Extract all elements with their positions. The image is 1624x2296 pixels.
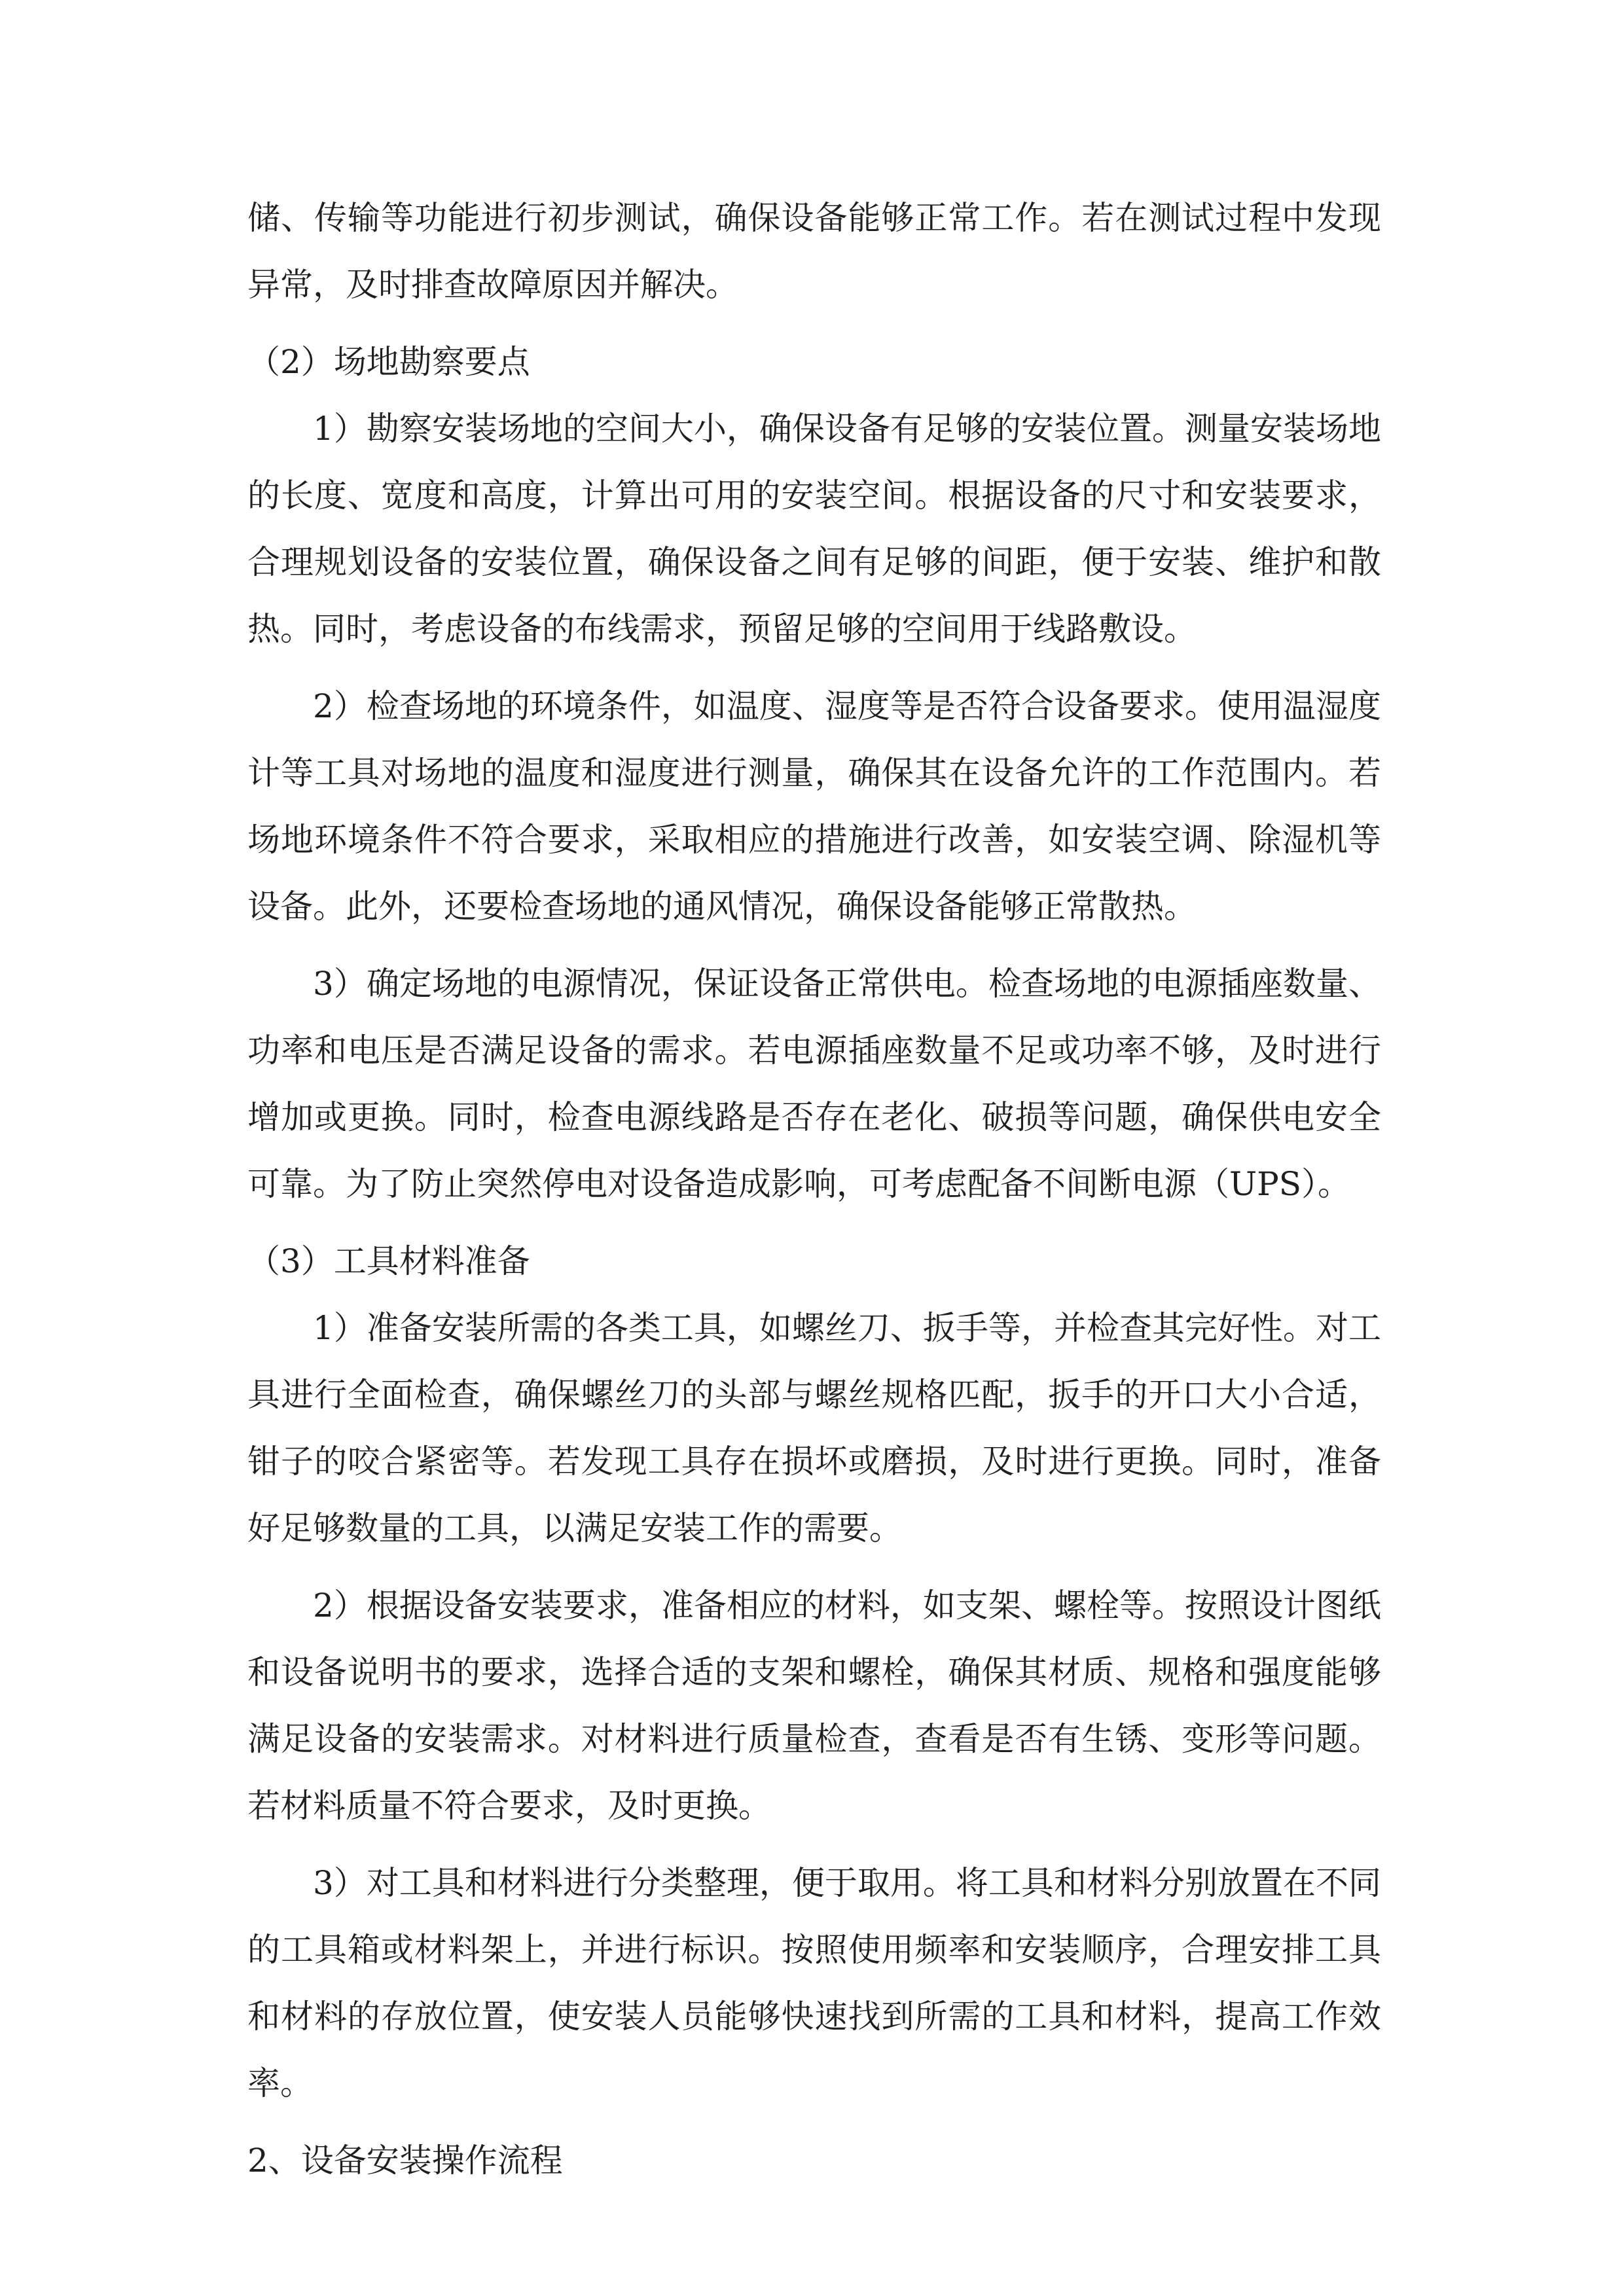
- paragraph-site-power: 3）确定场地的电源情况，保证设备正常供电。检查场地的电源插座数量、功率和电压是否满足设备的需求。若电源插座数量不足或功率不够，及时进行增加或更换。同时，检查电源线路是否存在老化、破损等问题，确保供电安全可靠。为了防止突然停电对设备造成影响，可考虑配备不间断电源（UPS）。: [247, 965, 1381, 1203]
- document-body: [247, 185, 1381, 2194]
- paragraph-tools: 1）准备安装所需的各类工具，如螺丝刀、扳手等，并检查其完好性。对工具进行全面检查，确保螺丝刀的头部与螺丝规格匹配，扳手的开口大小合适，钳子的咬合紧密等。若发现工具存在损坏或磨损，及时进行更换。同时，准备好足够数量的工具，以满足安装工作的需要。: [247, 1309, 1381, 1547]
- section-heading-install-process: 2、设备安装操作流程: [247, 2142, 563, 2179]
- subheading-tools-materials: （3）工具材料准备: [247, 1242, 530, 1280]
- paragraph-organize: 3）对工具和材料进行分类整理，便于取用。将工具和材料分别放置在不同的工具箱或材料架上，并进行标识。按照使用频率和安装顺序，合理安排工具和材料的存放位置，使安装人员能够快速找到所需的工具和材料，提高工作效率。: [247, 1864, 1381, 2102]
- paragraph-continuation: 储、传输等功能进行初步测试，确保设备能够正常工作。若在测试过程中发现异常，及时排查故障原因并解决。: [247, 199, 1381, 304]
- paragraph-site-space: 1）勘察安装场地的空间大小，确保设备有足够的安装位置。测量安装场地的长度、宽度和高度，计算出可用的安装空间。根据设备的尺寸和安装要求，合理规划设备的安装位置，确保设备之间有足够的间距，便于安装、维护和散热。同时，考虑设备的布线需求，预留足够的空间用于线路敷设。: [247, 410, 1381, 648]
- paragraph-materials: 2）根据设备安装要求，准备相应的材料，如支架、螺栓等。按照设计图纸和设备说明书的要求，选择合适的支架和螺栓，确保其材质、规格和强度能够满足设备的安装需求。对材料进行质量检查，查看是否有生锈、变形等问题。若材料质量不符合要求，及时更换。: [247, 1587, 1381, 1825]
- subheading-site-survey: （2）场地勘察要点: [247, 343, 530, 381]
- paragraph-site-environment: 2）检查场地的环境条件，如温度、湿度等是否符合设备要求。使用温湿度计等工具对场地的温度和湿度进行测量，确保其在设备允许的工作范围内。若场地环境条件不符合要求，采取相应的措施进行改善，如安装空调、除湿机等设备。此外，还要检查场地的通风情况，确保设备能够正常散热。: [247, 687, 1381, 925]
